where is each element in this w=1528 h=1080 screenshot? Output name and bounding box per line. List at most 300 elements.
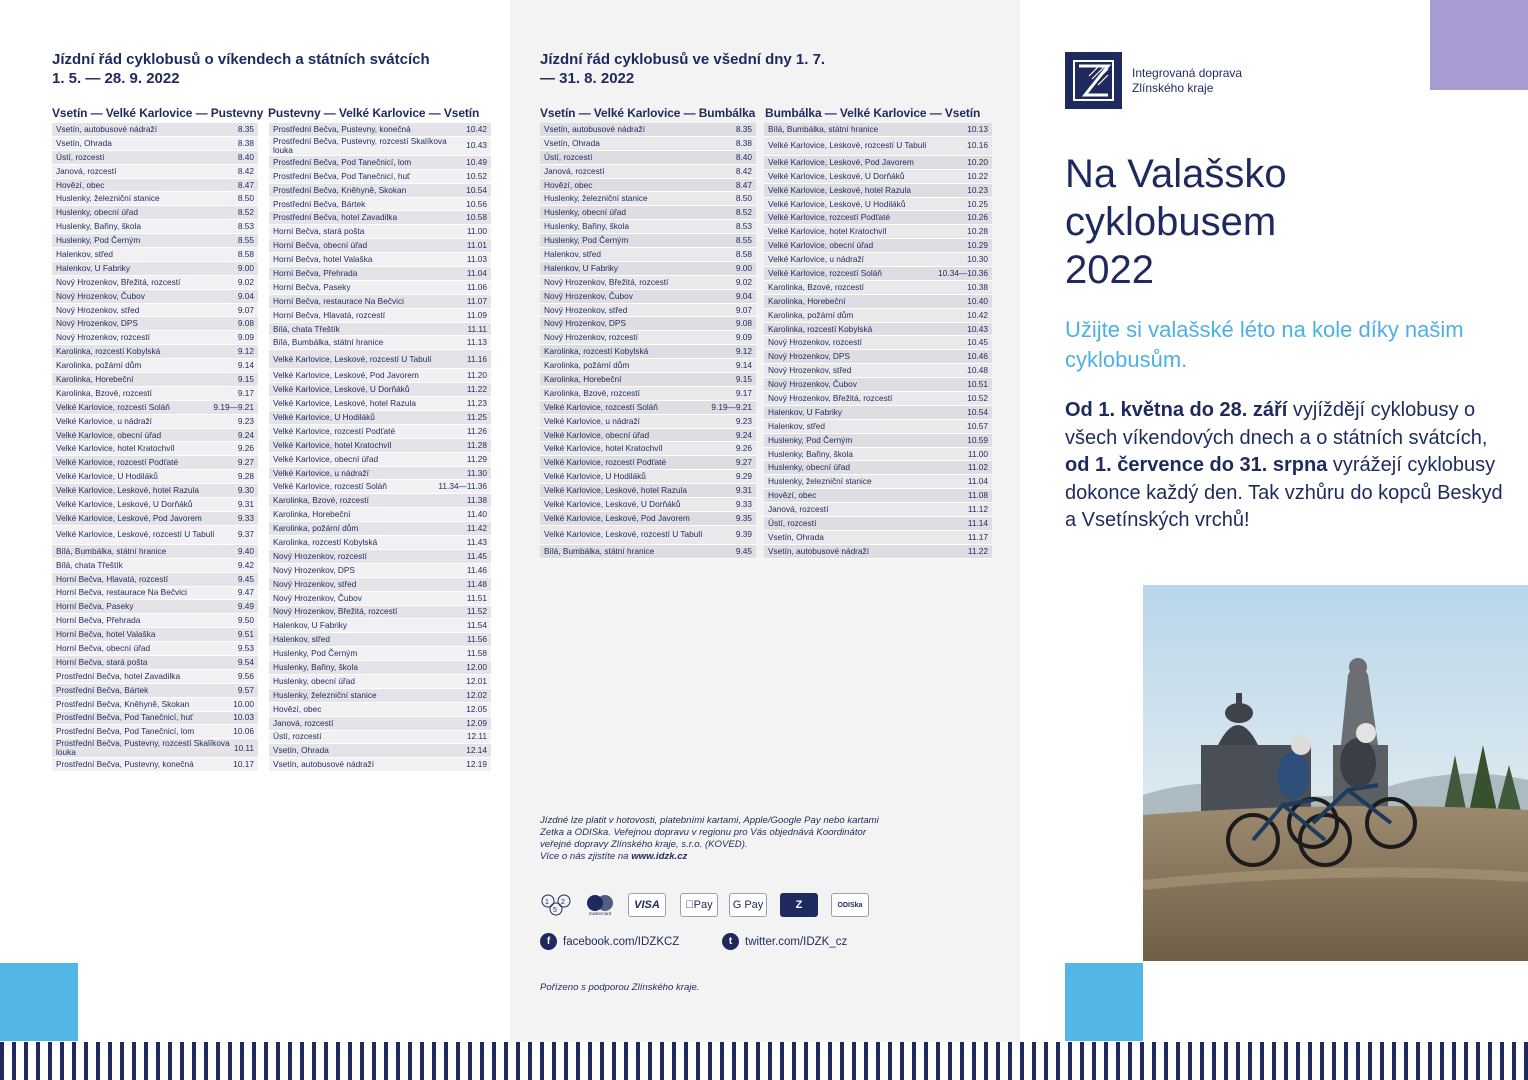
departure-time: 9.54 [237, 656, 254, 667]
stop-name: Janová, rozcestí [273, 717, 334, 728]
stop-name: Bílá, chata Třeštík [56, 559, 123, 570]
stop-name: Horní Bečva, hotel Valaška [56, 629, 156, 640]
route-heading-vsetin-pustevny: Vsetín — Velké Karlovice — Pustevny [52, 106, 264, 120]
departure-time: 10.26 [967, 212, 988, 223]
timetable-row [52, 739, 258, 758]
timetable-row [269, 281, 491, 295]
timetable-row [52, 387, 258, 401]
timetable-row [269, 411, 491, 425]
departure-time: 11.07 [466, 295, 487, 306]
timetable-row [764, 253, 992, 267]
departure-time: 9.57 [237, 684, 254, 695]
stop-name: Horní Bečva, restaurace Na Bečvici [56, 587, 187, 598]
timetable-row [269, 731, 491, 745]
departure-time: 10.06 [233, 726, 254, 737]
timetable-row [269, 453, 491, 467]
stop-name: Prostřední Bečva, Bártek [273, 198, 366, 209]
timetable-row [52, 276, 258, 290]
stop-name: Bílá, Bumbálka, státní hranice [768, 123, 879, 134]
departure-time: 9.09 [237, 332, 254, 343]
timetable-row [540, 442, 756, 456]
departure-time: 10.48 [967, 365, 988, 376]
departure-time: 11.26 [466, 425, 487, 436]
weekday-title: Jízdní řád cyklobusů ve všední dny 1. 7. — 31. 8. 2022 [540, 51, 826, 87]
timetable-row [52, 628, 258, 642]
svg-text:1: 1 [545, 899, 549, 906]
departure-time: 11.52 [466, 606, 487, 617]
timetable-row [52, 290, 258, 304]
timetable-row [52, 526, 258, 545]
departure-time: 12.14 [466, 745, 487, 756]
departure-time: 10.56 [466, 198, 487, 209]
stop-name: Vsetín, autobusové nádraží [544, 123, 646, 134]
stop-name: Halenkov, U Fabriky [56, 262, 131, 273]
stop-name: Huslenky, Pod Černým [768, 434, 853, 445]
stop-name: Velké Karlovice, Leskové, hotel Razula [56, 485, 199, 496]
timetable-bumbalka-vsetin [764, 123, 992, 559]
stop-name: Nový Hrozenkov, Břežitá, rozcestí [544, 276, 669, 287]
departure-time: 9.30 [237, 485, 254, 496]
departure-time: 10.40 [967, 295, 988, 306]
stop-name: Horní Bečva, restaurace Na Bečvici [273, 295, 404, 306]
departure-time: 10.22 [967, 170, 988, 181]
departure-time: 11.17 [967, 531, 988, 542]
departure-time: 10.58 [466, 212, 487, 223]
timetable-row [540, 151, 756, 165]
timetable-row [52, 512, 258, 526]
stop-name: Velké Karlovice, Leskové, U Dorňáků [768, 170, 905, 181]
stop-name: Nový Hrozenkov, střed [768, 365, 852, 376]
stop-name: Huslenky, Bařiny, škola [56, 221, 141, 232]
stop-name: Velké Karlovice, Leskové, Pod Javorem [56, 512, 202, 523]
stop-name: Karolinka, Bzové, rozcestí [544, 387, 640, 398]
stop-name: Horní Bečva, Hlavatá, rozcestí [273, 309, 386, 320]
timetable-row [764, 364, 992, 378]
departure-time: 9.24 [237, 429, 254, 440]
departure-time: 11.00 [466, 226, 487, 237]
departure-time: 10.29 [967, 240, 988, 251]
departure-time: 11.38 [466, 495, 487, 506]
departure-time: 8.35 [237, 123, 254, 134]
timetable-row [269, 592, 491, 606]
timetable-row [540, 234, 756, 248]
timetable-row [764, 267, 992, 281]
timetable-row [52, 712, 258, 726]
timetable-row [52, 642, 258, 656]
stop-name: Huslenky, obecní úřad [56, 207, 138, 218]
departure-time: 9.45 [237, 573, 254, 584]
departure-time: 11.00 [967, 448, 988, 459]
stop-name: Prostřední Bečva, Pod Tanečnicí, huť [273, 170, 411, 181]
weekend-title: Jízdní řád cyklobusů o víkendech a státních svátcích 1. 5. — 28. 9. 2022 [52, 51, 430, 87]
departure-time: 11.28 [466, 439, 487, 450]
date-range-weekends: Od 1. května do 28. září [1065, 399, 1288, 421]
timetable-row [52, 698, 258, 712]
timetable-row [764, 198, 992, 212]
departure-time: 10.16 [967, 140, 988, 151]
stop-name: Velké Karlovice, Leskové, rozcestí U Tabulí [768, 140, 927, 151]
departure-time: 9.15 [735, 373, 752, 384]
departure-time: 10.45 [967, 337, 988, 348]
timetable-row [52, 429, 258, 443]
stop-name: Hovězí, obec [273, 703, 322, 714]
stop-name: Velké Karlovice, u nádraží [768, 254, 864, 265]
timetable-row [269, 383, 491, 397]
stop-name: Nový Hrozenkov, Břežitá, rozcestí [56, 276, 181, 287]
timetable-row [52, 725, 258, 739]
departure-time: 11.11 [467, 323, 487, 334]
stop-name: Hovězí, obec [768, 490, 817, 501]
cover-title-line-2: cyklobusem [1065, 200, 1277, 244]
stop-name: Velké Karlovice, obecní úřad [56, 429, 162, 440]
stop-name: Karolinka, Horebeční [768, 295, 846, 306]
departure-time: 11.23 [466, 398, 487, 409]
svg-text:2: 2 [561, 899, 565, 906]
departure-time: 12.19 [466, 759, 487, 770]
timetable-row [52, 484, 258, 498]
stop-name: Nový Hrozenkov, DPS [544, 318, 626, 329]
stop-name: Karolinka, Horebeční [544, 373, 622, 384]
timetable-row [540, 359, 756, 373]
timetable-row [764, 239, 992, 253]
stop-name: Velké Karlovice, obecní úřad [544, 429, 650, 440]
timetable-row [52, 123, 258, 137]
departure-time: 11.01 [466, 240, 487, 251]
timetable-row [269, 717, 491, 731]
stop-name: Velké Karlovice, rozcestí Podťaté [273, 425, 396, 436]
route-heading-vsetin-bumbalka: Vsetín — Velké Karlovice — Bumbálka [540, 106, 756, 120]
departure-time: 9.45 [735, 545, 752, 556]
stop-name: Huslenky, Bařiny, škola [544, 221, 629, 232]
body-text-2: vyrážejí cyklobusy dokonce každý den. Tak vzhůru do kopců Beskyd a Vsetínských vrchů! [1065, 454, 1503, 531]
stop-name: Halenkov, U Fabriky [273, 620, 348, 631]
departure-time: 9.19—9.21 [213, 401, 254, 412]
timetable-row [269, 480, 491, 494]
stop-name: Halenkov, střed [544, 248, 602, 259]
timetable-row [52, 559, 258, 573]
departure-time: 11.34—11.36 [438, 481, 487, 492]
timetable-row [269, 744, 491, 758]
departure-time: 11.04 [466, 267, 487, 278]
stop-name: Prostřední Bečva, hotel Zavadilka [273, 212, 398, 223]
departure-time: 9.08 [735, 318, 752, 329]
stop-name: Halenkov, U Fabriky [544, 262, 619, 273]
timetable-row [540, 415, 756, 429]
departure-time: 9.53 [237, 643, 254, 653]
stop-name: Nový Hrozenkov, Čubov [768, 379, 857, 390]
timetable-row [764, 503, 992, 517]
timetable-row [52, 545, 258, 559]
stop-name: Velké Karlovice, Leskové, Pod Javorem [544, 512, 690, 523]
route-heading-pustevny-vsetin: Pustevny — Velké Karlovice — Vsetín [268, 106, 480, 120]
timetable-row [540, 429, 756, 443]
departure-time: 10.42 [466, 123, 487, 134]
stop-name: Velké Karlovice, U Hodiláků [56, 471, 158, 482]
departure-time: 11.04 [967, 476, 988, 487]
timetable-row [764, 123, 992, 137]
stop-name: Velké Karlovice, hotel Kratochvíl [544, 443, 663, 454]
stop-name: Huslenky, železniční stanice [56, 193, 160, 204]
facebook-label: facebook.com/IDZKCZ [563, 935, 680, 948]
departure-time: 12.11 [466, 731, 487, 742]
departure-time: 11.45 [466, 550, 487, 561]
timetable-row [269, 467, 491, 481]
departure-time: 10.34—10.36 [938, 267, 988, 278]
timetable-row [52, 670, 258, 684]
timetable-row [269, 689, 491, 703]
stop-name: Vsetín, autobusové nádraží [273, 759, 375, 770]
timetable-row [269, 350, 491, 369]
timetable-row [540, 179, 756, 193]
stop-name: Horní Bečva, Přehrada [56, 615, 141, 626]
weekend-timetable-panel [0, 0, 510, 1080]
departure-time: 11.09 [466, 309, 487, 320]
stop-name: Horní Bečva, Paseky [273, 281, 351, 292]
stop-name: Nový Hrozenkov, střed [273, 578, 357, 589]
website-link[interactable]: www.idzk.cz [631, 851, 688, 862]
stop-name: Huslenky, železniční stanice [273, 689, 377, 700]
facebook-link[interactable] [540, 933, 679, 950]
stop-name: Karolinka, požární dům [56, 360, 142, 371]
svg-text:5: 5 [553, 907, 557, 914]
timetable-row [269, 239, 491, 253]
departure-time: 9.14 [237, 360, 254, 371]
timetable-row [52, 442, 258, 456]
timetable-row [540, 456, 756, 470]
timetable-row [764, 336, 992, 350]
departure-time: 9.07 [735, 304, 752, 315]
support-note: Pořízeno s podporou Zlínského kraje. [540, 982, 700, 993]
departure-time: 8.35 [735, 123, 752, 134]
departure-time: 11.08 [967, 490, 988, 501]
timetable-row [540, 290, 756, 304]
departure-time: 12.01 [466, 675, 487, 686]
timetable-row [52, 600, 258, 614]
timetable-row [540, 373, 756, 387]
departure-time: 9.04 [735, 290, 752, 301]
stop-name: Vsetín, Ohrada [544, 137, 600, 148]
departure-time: 10.49 [466, 156, 487, 167]
departure-time: 9.17 [237, 387, 254, 398]
departure-time: 9.15 [237, 373, 254, 384]
timetable-row [540, 484, 756, 498]
timetable-row [764, 420, 992, 434]
timetable-row [269, 522, 491, 536]
cover-title-line-1: Na Valašsko [1065, 152, 1287, 196]
departure-time: 10.51 [967, 379, 988, 390]
idzk-logo-text [1132, 66, 1242, 96]
departure-time: 11.56 [466, 634, 487, 645]
departure-time: 9.27 [735, 457, 752, 468]
apple-pay-icon [680, 893, 718, 917]
timetable-row [269, 198, 491, 212]
departure-time: 8.58 [735, 248, 752, 259]
stop-name: Velké Karlovice, Leskové, rozcestí U Tabulí [273, 353, 432, 364]
stop-name: Velké Karlovice, hotel Kratochvíl [56, 443, 175, 454]
stop-name: Huslenky, železniční stanice [768, 476, 872, 487]
stop-name: Prostřední Bečva, Pod Tanečnicí, huť [56, 712, 194, 723]
stop-name: Karolinka, Horebeční [273, 509, 351, 520]
stop-name: Horní Bečva, obecní úřad [273, 240, 368, 251]
timetable-row [52, 179, 258, 193]
timetable-row [764, 378, 992, 392]
timetable-row [540, 220, 756, 234]
decorative-blue-square-left [0, 963, 78, 1041]
stop-name: Velké Karlovice, rozcestí Podťaté [768, 212, 891, 223]
stop-name: Halenkov, střed [768, 420, 826, 431]
stop-name: Janová, rozcestí [56, 165, 117, 176]
timetable-row [540, 331, 756, 345]
timetable-row [540, 165, 756, 179]
stop-name: Nový Hrozenkov, Čubov [273, 592, 362, 603]
stop-name: Horní Bečva, Hlavatá, rozcestí [56, 573, 169, 584]
departure-time: 8.50 [735, 193, 752, 204]
stop-name: Velké Karlovice, rozcestí Soláň [56, 401, 170, 412]
twitter-icon: t [722, 933, 739, 950]
stop-name: Prostřední Bečva, Pod Tanečnicí, lom [273, 156, 412, 167]
departure-time: 8.55 [735, 235, 752, 246]
stop-name: Velké Karlovice, Leskové, hotel Razula [273, 398, 416, 409]
timetable-row [269, 550, 491, 564]
departure-time: 9.40 [237, 545, 254, 556]
departure-time: 9.56 [237, 670, 254, 681]
timetable-row [269, 225, 491, 239]
stop-name: Hovězí, obec [544, 179, 593, 190]
timetable-row [269, 369, 491, 383]
stop-name: Prostřední Bečva, Kněhyně, Skokan [273, 184, 407, 195]
stop-name: Nový Hrozenkov, rozcestí [768, 337, 862, 348]
timetable-row [52, 137, 258, 151]
timetable-row [52, 165, 258, 179]
stop-name: Horní Bečva, Přehrada [273, 267, 358, 278]
stop-name: Prostřední Bečva, hotel Zavadilka [56, 670, 181, 681]
timetable-row [764, 211, 992, 225]
timetable-row [269, 123, 491, 137]
stop-name: Karolinka, Bzové, rozcestí [768, 281, 864, 292]
timetable-row [269, 309, 491, 323]
body-text-1: vyjíždějí cyklobusy o všech víkendových dnech a o státních svátcích, [1065, 399, 1488, 449]
stop-name: Horní Bečva, stará pošta [273, 226, 365, 237]
departure-time: 8.42 [735, 165, 752, 176]
departure-time: 10.59 [967, 434, 988, 445]
departure-time: 9.47 [237, 587, 254, 598]
stop-name: Velké Karlovice, Leskové, hotel Razula [544, 485, 687, 496]
stop-name: Janová, rozcestí [544, 165, 605, 176]
route-heading-bumbalka-vsetin: Bumbálka — Velké Karlovice — Vsetín [765, 106, 981, 120]
departure-time: 10.42 [967, 309, 988, 320]
stop-name: Bílá, Bumbálka, státní hranice [273, 337, 384, 348]
timetable-row [52, 234, 258, 248]
zetka-card-icon: Z [780, 893, 818, 917]
departure-time: 10.28 [967, 226, 988, 237]
stop-name: Prostřední Bečva, Kněhyně, Skokan [56, 698, 190, 709]
stop-name: Nový Hrozenkov, Břežitá, rozcestí [768, 392, 893, 403]
stop-name: Huslenky, obecní úřad [544, 207, 626, 218]
apple-pay-label: Pay [689, 899, 709, 911]
departure-time: 12.09 [466, 717, 487, 728]
departure-time: 10.43 [967, 323, 988, 334]
stop-name: Huslenky, obecní úřad [768, 462, 850, 473]
logo-line-1: Integrovaná doprava [1132, 66, 1243, 80]
stop-name: Bílá, chata Třeštík [273, 323, 340, 334]
departure-time: 11.42 [466, 523, 487, 534]
departure-time: 11.29 [466, 453, 487, 464]
twitter-link[interactable] [722, 933, 847, 950]
departure-time: 9.42 [237, 559, 254, 570]
departure-time: 9.02 [237, 276, 254, 287]
stop-name: Huslenky, železniční stanice [544, 193, 648, 204]
stop-name: Nový Hrozenkov, Břežitá, rozcestí [273, 606, 398, 617]
timetable-row [269, 184, 491, 198]
google-pay-icon: G Pay [729, 893, 767, 917]
departure-time: 12.05 [466, 703, 487, 714]
departure-time: 11.43 [466, 536, 487, 547]
stop-name: Halenkov, U Fabriky [768, 406, 843, 417]
timetable-row [269, 661, 491, 675]
departure-time: 9.19—9.21 [711, 401, 752, 412]
stop-name: Horní Bečva, obecní úřad [56, 643, 151, 653]
timetable-row [52, 248, 258, 262]
payment-info-text: Jízdné lze platit v hotovosti, platebními kartami, Apple/Google Pay nebo kartami Zetka a ODISka. Veřejnou dopravu v regionu pro Vás objednává Koordinátor veřejné dopravy Zlínského kraje, s.r.o. (KOVED). [540, 815, 879, 850]
date-range-daily: od 1. července do 31. srpna [1065, 454, 1328, 476]
timetable-row [52, 656, 258, 670]
stop-name: Karolinka, rozcestí Kobylská [56, 346, 161, 357]
timetable-row [269, 564, 491, 578]
timetable-row [52, 415, 258, 429]
more-info-label: Více o nás zjistíte na [540, 851, 629, 862]
stop-name: Velké Karlovice, rozcestí Podťaté [56, 457, 179, 468]
cyclists-photo [1143, 585, 1528, 961]
stop-name: Velké Karlovice, hotel Kratochvíl [768, 226, 887, 237]
stop-name: Ústí, rozcestí [273, 731, 322, 742]
timetable-row [269, 439, 491, 453]
departure-time: 11.54 [466, 620, 487, 631]
departure-time: 11.40 [466, 509, 487, 520]
departure-time: 9.04 [237, 290, 254, 301]
timetable-row [52, 304, 258, 318]
stop-name: Nový Hrozenkov, DPS [56, 318, 138, 329]
departure-time: 9.17 [735, 387, 752, 398]
departure-time: 12.00 [466, 662, 487, 672]
odis-card-icon [540, 893, 572, 919]
stop-name: Velké Karlovice, U Hodiláků [273, 411, 375, 422]
logo-line-2: Zlínského kraje [1132, 81, 1214, 95]
cover-body-text [1065, 397, 1505, 535]
timetable-row [540, 387, 756, 401]
departure-time: 11.16 [466, 353, 487, 364]
timetable-row [52, 317, 258, 331]
stop-name: Prostřední Bečva, Pustevny, rozcestí Skalíkova louka [56, 738, 230, 758]
timetable-row [764, 517, 992, 531]
timetable-row [764, 448, 992, 462]
timetable-row [540, 317, 756, 331]
timetable-row [764, 225, 992, 239]
timetable-row [764, 531, 992, 545]
stop-name: Velké Karlovice, Leskové, Pod Javorem [273, 370, 419, 381]
stop-name: Nový Hrozenkov, DPS [768, 351, 850, 362]
departure-time: 9.29 [735, 471, 752, 482]
stop-name: Huslenky, obecní úřad [273, 675, 355, 686]
timetable-row [764, 392, 992, 406]
departure-time: 11.12 [967, 504, 988, 515]
timetable-row [540, 512, 756, 526]
departure-time: 9.37 [237, 529, 254, 540]
departure-time: 11.14 [967, 517, 988, 528]
timetable-row [764, 461, 992, 475]
stop-name: Hovězí, obec [56, 179, 105, 190]
mastercard-label: mastercard [588, 911, 612, 916]
timetable-row [52, 373, 258, 387]
